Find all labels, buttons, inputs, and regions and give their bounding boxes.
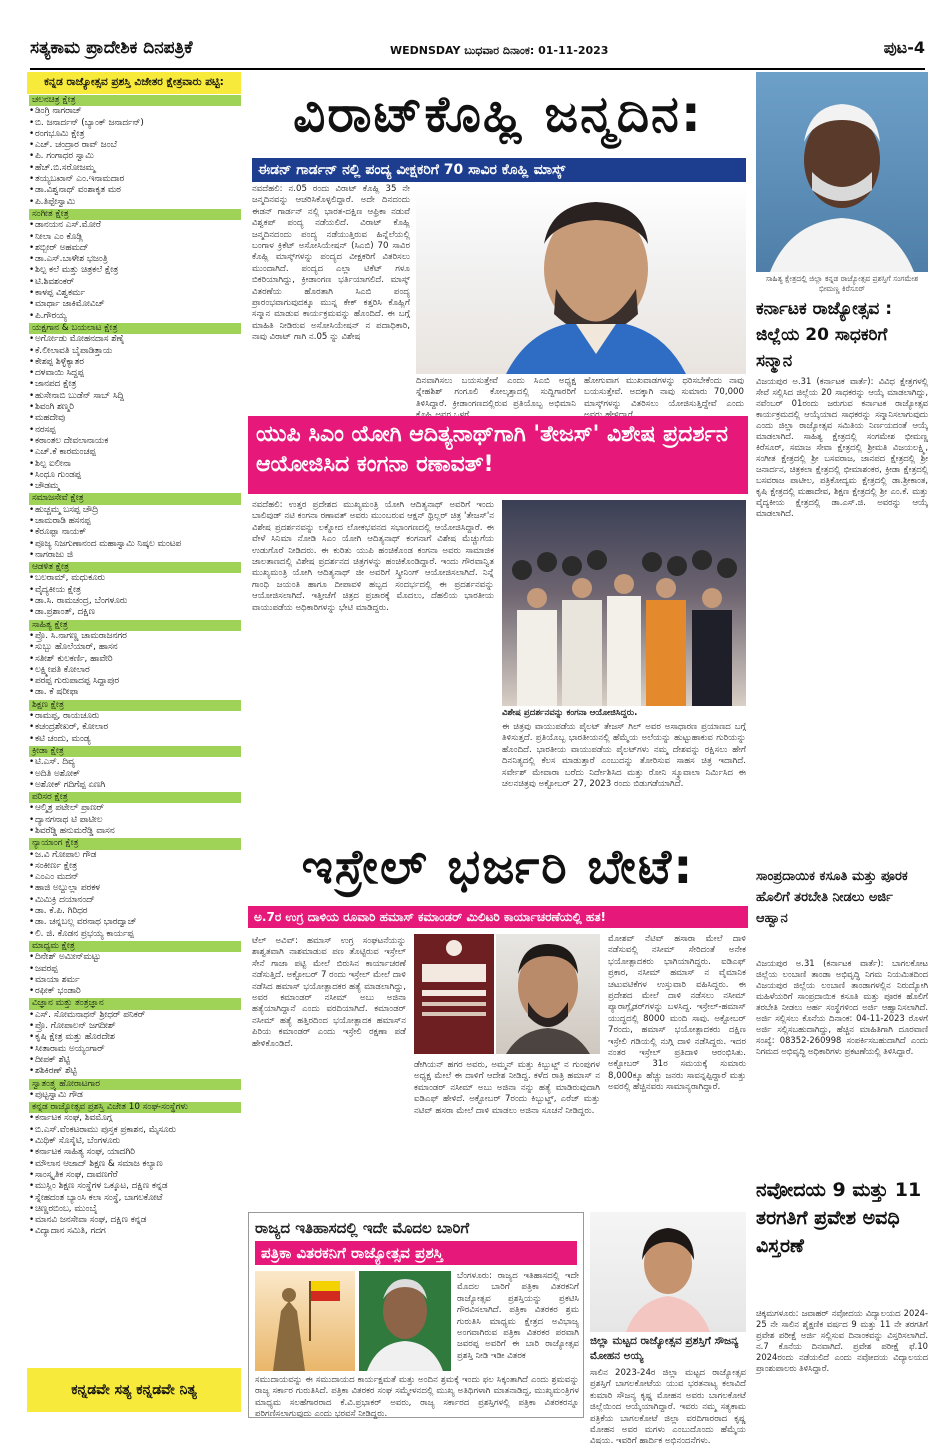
award-category: ಸಮಾಜಸೇವೆ ಕ್ಷೇತ್ರ bbox=[29, 493, 241, 504]
awardee-name: • ಜ.ವಿ ಗೋಪಾಲ ಗೌಡ bbox=[29, 850, 241, 861]
distributor-award-box bbox=[248, 1212, 584, 1418]
awardee-name: • ಸತೀಶ್ ಕುಲಕರ್ಣಿ, ಹಾವೇರಿ bbox=[29, 654, 241, 665]
awardee-name: • ಮಹದೇವು bbox=[29, 413, 241, 424]
awards-sidebar bbox=[27, 72, 241, 1412]
awardee-name: • ಕೃಷಿ ಕ್ಷೇತ್ರ ಮತ್ತು ಹೊರದೇಶ bbox=[29, 1032, 241, 1043]
awardee-name: • ಮಿಮಿಕ್ರಿ ದಯಾನಂದ್ bbox=[29, 895, 241, 906]
awardee-name: • ಪ್ರೊ. ಗೋಪಾಲನ್ ಜಗದೀಶ್ bbox=[29, 1021, 241, 1032]
story3-column-3: ಮೋಶವ್ ನೆಟಿವ್ ಹಸಾರಾ ಮೇಲೆ ದಾಳಿ ನಡೆಸುವಲ್ಲಿ ನಸೀಮ್ ಸೇರಿದಂತೆ ಅನೇಕ ಭಯೋತ್ಪಾದಕರು ಭಾಗಿಯಾಗಿದ್ದರು. ಐಡಿಎಫ್ ಪ್ರಕಾರ, ನಸೀಮ್ ಹಮಾಸ್ ನ ವೈಮಾನಿಕ ಚಟುವಟಿಕೆಗಳ ಉಸ್ತುವಾರಿ ವಹಿಸಿದ್ದರು. ಈ ಪ್ರದೇಶದ ಮೇಲೆ ದಾಳಿ ನಡೆಸಲು ನಸೀಮ್ ಪ್ಯಾರಾಗ್ಲೈಡರ್‌ಗಳನ್ನು ಬಳಸಿದ್ದ. ಇಸ್ರೇಲ್-ಹಮಾಸ್ ಯುದ್ಧದಲ್ಲಿ 8000 ಮಂದಿ ಸಾವು. ಅಕ್ಟೋಬರ್ 7ರಂದು, ಹಮಾಸ್ ಭಯೋತ್ಪಾದಕರು ದಕ್ಷಿಣ ಇಸ್ರೇಲಿ ಗಡಿಯಲ್ಲಿ ನುಗ್ಗಿ ದಾಳಿ ನಡೆಸಿದ್ದರು. ಇದರ ನಂತರ ಇಸ್ರೇಲ್ ಪ್ರತಿದಾಳಿ ಆರಂಭಿಸಿತು. ಅಕ್ಟೋಬರ್ 31ರ ಸಮಯಕ್ಕೆ ಸುಮಾರು 8,000ಕ್ಕೂ ಹೆಚ್ಚು ಜನರು ಸಾವನ್ನಪ್ಪಿದ್ದಾರೆ ಮತ್ತು ಅವರಲ್ಲಿ ಹೆಚ್ಚಿನವರು ಸಾಮಾನ್ಯರಾಗಿದ್ದಾರೆ. bbox=[608, 934, 746, 1093]
awardee-name: • ಅದಿತಿ ಅಶೋಕ್ bbox=[29, 769, 241, 780]
awardee-name: • ಶಿವಂಗಿ ಶಣ್ಮರಿ bbox=[29, 402, 241, 413]
story1-banner: ಈಡನ್ ಗಾರ್ಡನ್ ನಲ್ಲಿ ಪಂದ್ಯ ವೀಕ್ಷಕರಿಗೆ 70 ಸಾವಿರ ಕೊಹ್ಲಿ ಮಾಸ್ಕ್ bbox=[252, 158, 746, 182]
awardee-name: • ಅರ್ಗೋಡು ಮೋಹನದಾಸ ಶೆಣೈ bbox=[29, 334, 241, 345]
story1-column-1: ನವದೆಹಲಿ: ನ.05 ರಂದು ವಿರಾಟ್ ಕೊಹ್ಲಿ 35 ನೇ ಜನ್ಮದಿನವನ್ನು ಆಚರಿಸಿಕೊಳ್ಳಲಿದ್ದಾರೆ. ಅದೇ ದಿನದಂದು ಈಡನ್ ಗಾರ್ಡನ್ ನಲ್ಲಿ ಭಾರತ-ದಕ್ಷಿಣ ಆಫ್ರಿಕಾ ನಡುವೆ ವಿಶ್ವಕಪ್ ಪಂದ್ಯ ನಡೆಯಲಿದೆ. ವಿರಾಟ್ ಕೊಹ್ಲಿ ಜನ್ಮದಿನದಂದು ಪಂದ್ಯ ನಡೆಯುತ್ತಿರುವ ಹಿನ್ನೆಲೆಯಲ್ಲಿ ಬಂಗಾಳ ಕ್ರಿಕೆಟ್ ಅಸೋಸಿಯೇಷನ್ (ಸಿಎಬಿ) 70 ಸಾವಿರ ಕೊಹ್ಲಿ ಮಾಸ್ಕ್‌ಗಳನ್ನು ಪಂದ್ಯದ ವೀಕ್ಷಕರಿಗೆ ವಿತರಿಸಲು ಮುಂದಾಗಿದೆ. ಪಂದ್ಯದ ಎಲ್ಲಾ ಟಿಕೆಟ್ ಗಳೂ ಬಿಕರಿಯಾಗಿದ್ದು, ಕ್ರೀಡಾಂಗಣ ಭರ್ತಿಯಾಗಲಿದೆ. ಮಾಸ್ಕ್ ವಿತರಣೆಯ ಹೊರತಾಗಿ ಸಿಎಬಿ ಪಂದ್ಯ ಪ್ರಾರಂಭವಾಗುವುದಕ್ಕೂ ಮುನ್ನ ಕೇಕ್ ಕತ್ತರಿಸಿ ಕೊಹ್ಲಿಗೆ ಸನ್ಮಾನ ಮಾಡುವ ಕಾರ್ಯಕ್ರಮವನ್ನು ಹೊಂದಿದೆ. ಈ ಬಗ್ಗೆ ಮಾಹಿತಿ ನೀಡಿರುವ ಅಸೋಸಿಯೇಷನ್ ನ ಪದಾಧಿಕಾರಿ, ನಾವು ವಿರಾಟ್ ಗಾಗಿ ನ.05 ನ್ನು ವಿಶೇಷ bbox=[252, 184, 410, 343]
story2-column-1: ನವದೆಹಲಿ: ಉತ್ತರ ಪ್ರದೇಶದ ಮುಖ್ಯಮಂತ್ರಿ ಯೋಗಿ ಆದಿತ್ಯನಾಥ್ ಅವರಿಗೆ ಇಂದು ಬಾಲಿವುಡ್ ನಟಿ ಕಂಗನಾ ರಣಾವತ್ ಅವರು ಮುಂಬರುವ ಆಕ್ಷನ್ ಥ್ರಿಲ್ಲರ್ ಚಿತ್ರ 'ತೇಜಸ್'ನ ವಿಶೇಷ ಪ್ರದರ್ಶನವನ್ನು ಲಕ್ನೋದ ಲೋಕಭವನದ ಸಭಾಂಗಣದಲ್ಲಿ ಆಯೋಜಿಸಿದ್ದಾರೆ. ಈ ವೇಳೆ ಸಿನಿಮಾ ನೋಡಿ ಸಿಎಂ ಯೋಗಿ ಆದಿತ್ಯನಾಥ್ ಕಂಗನಾಗೆ ವಿಶೇಷ ಮೆಚ್ಚುಗೆಯ ಉಡುಗೊರೆ ನೀಡಿದರು. ಈ ಕುರಿತು ಯುಪಿ ಹಂಚಿಕೊಂಡ ಕಂಗನಾ ಅವರು ಸಾಮಾಜಿಕ ಜಾಲತಾಣದಲ್ಲಿ ವಿಶೇಷ ಪ್ರದರ್ಶನದ ಚಿತ್ರಗಳನ್ನು ಹಂಚಿಕೊಂಡಿದ್ದಾರೆ. ಇಂದು ಗೌರವಾನ್ವಿತ ಮುಖ್ಯಮಂತ್ರಿ ಯೋಗಿ ಆದಿತ್ಯನಾಥ್ ಜೀ ಅವರಿಗೆ ಸ್ಕ್ರೀನಿಂಗ್ ಆಯೋಜಿಸಲಾಗಿದೆ. ನಿನ್ನೆ ಗಾಂಧಿ ಜಯಂತಿ ಹಾಗೂ ದೀಪಾವಳಿ ಹಬ್ಬದ ಸಂದರ್ಭದಲ್ಲಿ ಈ ಪ್ರದರ್ಶನವನ್ನು ಆಯೋಜಿಸಲಾಗಿದೆ. ಇತ್ತೀಚೆಗೆ ಚಿತ್ರದ ಪ್ರಚಾರಕ್ಕೆ ಮೊದಲು, ದೆಹಲಿಯ ಭಾರತೀಯ ವಾಯುಪಡೆಯ ಅಧಿಕಾರಿಗಳನ್ನು ಭೇಟಿ ಮಾಡಿದ್ದರು. bbox=[252, 500, 494, 613]
soujanya-photo bbox=[590, 1212, 746, 1332]
award-category: ಪರಿಸರ ಕ್ಷೇತ್ರ bbox=[29, 792, 241, 803]
awardee-name: • ಕಟಿ ಚಂದು, ಮಂಡ್ಯ bbox=[29, 734, 241, 745]
awardee-name: • ಕೆರೂಪ್ಪಾ ನಾಯಕ್ bbox=[29, 527, 241, 538]
awardee-name: • ಪಿ.ತಿಪ್ಪೇಸ್ವಾಮಿ bbox=[29, 197, 241, 208]
sidebar-heading: ಕನ್ನಡ ರಾಜ್ಯೋತ್ಸವ ಪ್ರಶಸ್ತಿ ವಿಜೇತರ ಕ್ಷೇತ್ರವಾರು ಪಟ್ಟಿ: bbox=[27, 72, 241, 94]
awardee-name: • ಚಿಣ್ಣರಬಿಂಬ, ಮುಂಬೈ bbox=[29, 1204, 241, 1215]
awardee-name: • ತಯ್ಯಬಖಾನ್ ಎಂ.ಇನಾಮದಾರ bbox=[29, 174, 241, 185]
awardee-name: • ಶಿವರೆಡ್ಡಿ ಹನುಮರೆಡ್ಡಿ ವಾಸನ bbox=[29, 826, 241, 837]
newspaper-title: ಸತ್ಯಕಾಮ ಪ್ರಾದೇಶಿಕ ದಿನಪತ್ರಿಕೆ bbox=[30, 38, 193, 58]
masthead bbox=[10, 30, 935, 70]
awardee-name: • ಕಠಾಂತಲ ದೇವಲಾನಾಯಕ bbox=[29, 436, 241, 447]
awardee-name: • ಹುಸೇನಾಬಿ ಬುಡೆನ್ ಸಾಬ್ ಸಿದ್ದಿ bbox=[29, 391, 241, 402]
awardee-name: • ಹೆಚ್.ಬಿ.ಸರೋಜಮ್ಮ bbox=[29, 163, 241, 174]
awardee-name: • ಎಚ್.ಕೆ ಕಾರಮಂಚಪ್ಪ bbox=[29, 447, 241, 458]
sangamesh-photo bbox=[756, 72, 928, 272]
awardee-name: • ಕಚಂದ್ರಶೇಖರ್, ಕೋಲಾರ bbox=[29, 722, 241, 733]
date-line: WEDNSDAY ಬುಧವಾರ ದಿನಾಂಕ: 01-11-2023 bbox=[390, 44, 609, 57]
award-category: ಸ್ವಾತಂತ್ರ್ಯ ಹೋರಾಟಗಾರ bbox=[29, 1079, 241, 1090]
awardee-name: • ಹಾಜಿ ಅಬ್ದುಲ್ಲಾ ಪರಕಳ bbox=[29, 883, 241, 894]
awardee-name: • ನರಸಪ್ಪ bbox=[29, 425, 241, 436]
awardee-name: • ಅಶೋಕ್ ಗದಿಗೆಪ್ಪ ಏಣಗಿ bbox=[29, 780, 241, 791]
awardee-name: • ಕೇಶಪ್ಪ ಶಿಳ್ಳೆಕ್ಯಾತರ bbox=[29, 357, 241, 368]
awardee-name: • ಜಾನಪದ ಕ್ಷೇತ್ರ bbox=[29, 379, 241, 390]
awardee-name: • ಸ್ನೇಹದಂತ ಬ್ಯಾಂಸಿ ಕಲಾ ಸಂಸ್ಥೆ, ಬಾಗಲಕೋಟೆ bbox=[29, 1193, 241, 1204]
awardee-name: • ಕೆ.ಲೀಲಾವತಿ ಬೈಪಾಡಿತ್ತಾಯ bbox=[29, 346, 241, 357]
awardee-name: • ಪಿ.ಗೌರಯ್ಯ bbox=[29, 311, 241, 322]
story5-text: ಸಾಲಿನ 2023-24ರ ಜಿಲ್ಲಾ ಮಟ್ಟದ ರಾಜ್ಯೋತ್ಸವ ಪ್ರಶಸ್ತಿಗೆ ಬಾಗಲಕೋಟೆಯ ಯುವ ಭರತನಾಟ್ಯ ಕಲಾವಿದೆ ಕುಮಾರಿ ಸೌಜನ್ಯ ಕೃಷ್ಣ ಮೋಹನ ಅವರು ಬಾಗಲಕೋಟೆ ಜಿಲ್ಲೆಯಿಂದ ಆಯ್ಕೆಯಾಗಿದ್ದಾರೆ. ಇವರು ನಮ್ಮ ಸತ್ಯಕಾಮ ಪತ್ರಿಕೆಯ ಬಾಗಲಕೋಟೆ ಜಿಲ್ಲಾ ವರದಿಗಾರರಾದ ಕೃಷ್ಣ ಮೋಹನ ಅವರ ಮಗಳು ಎಂಬುದೊಂದು ಹೆಮ್ಮೆಯ ವಿಷಯ. ಇವರಿಗೆ ಹಾರ್ದಿಕ ಅಭಿನಂದನೆಗಳು. bbox=[590, 1368, 746, 1447]
awardee-name: • ಸೀತಾರಾಮ ಅಯ್ಯಂಗಾರ್ bbox=[29, 1044, 241, 1055]
awardee-name: • ಡಿಂಗ್ರಿ ನಾಗರಾಜ್ bbox=[29, 106, 241, 117]
awardee-name: • ಡಾ.ಪ್ರಶಾಂತ್, ದಕ್ಷಿಣ bbox=[29, 607, 241, 618]
page-number: ಪುಟ-4 bbox=[883, 38, 925, 57]
award-category: ಸಾಹಿತ್ಯ ಕ್ಷೇತ್ರ bbox=[29, 620, 241, 631]
awardee-name: • ಲಕ್ಷ್ಮೀಪತಿ ಕೋಲಾರ bbox=[29, 665, 241, 676]
story1-headline: ವಿರಾಟ್‌ಕೊಹ್ಲಿ ಜನ್ಮದಿನ: bbox=[293, 85, 703, 143]
awardee-name: • ಎಸ್. ಸೋಮನಾಥನ್ ಶ್ರೀಧರ್ ಪನಿಕರ್ bbox=[29, 1010, 241, 1021]
award-category: ವಿಜ್ಞಾನ ಮತ್ತು ತಂತ್ರಜ್ಞಾನ bbox=[29, 998, 241, 1009]
awardee-name: • ಆಲ್ಮಿತ್ರ ಪಟೇಲ್ ಪ್ರಾಣರ್ bbox=[29, 803, 241, 814]
awardee-name: • ಡಾ. ಕೆ ಷರೀಫಾ bbox=[29, 687, 241, 698]
awardee-name: • ಸಂಕೀರ್ಣ ಕ್ಷೇತ್ರ bbox=[29, 861, 241, 872]
awardee-name: • ನಾಗರಾಜು ಜಿ bbox=[29, 550, 241, 561]
hamas-poster-photo bbox=[414, 934, 494, 1054]
story3-column-1: ಟೆಲ್ ಅವಿವ್: ಹಮಾಸ್ ಉಗ್ರ ಸಂಘಟನೆಯನ್ನು ಶಾಶ್ವತವಾಗಿ ನಾಶಮಾಡುವ ಪಣ ತೊಟ್ಟಿರುವ ಇಸ್ರೇಲ್ ಸೇನೆ ಗಾಜಾ ಪಟ್ಟಿ ಮೇಲೆ ಬಿರುಸಿನ ಕಾರ್ಯಾಚರಣೆ ನಡೆಸುತ್ತಿದೆ. ಅಕ್ಟೋಬರ್ 7 ರಂದು ಇಸ್ರೇಲ್ ಮೇಲೆ ದಾಳಿ ನಡೆಸಿದ ಹಮಾಸ್ ಭಯೋತ್ಪಾದಕರ ಹತ್ಯೆ ಮಾಡಲಾಗಿದ್ದು, ಅವರ ಕಮಾಂಡರ್ ನಸೀಮ್ ಅಬು ಅಜಿನಾ ಹತ್ಯೆಯಾಗಿದ್ದಾನೆ ಎಂದು ವರದಿಯಾಗಿದೆ. ಕಮಾಂಡರ್ ನಸೀಮ್ ಹತ್ಯೆ ಹತ್ತಿರದಿಂದ ಭಯೋತ್ಪಾದಕ ಹಮಾಸ್‌ನ ಪಿರಿಯ ಕಮಾಂಡರ್ ಎಂದು ಇಸ್ರೇಲಿ ರಕ್ಷಣಾ ಪಡೆ ಹೇಳಿಕೊಂಡಿದೆ. bbox=[252, 936, 406, 1049]
awardee-name: • ಪಿ. ಗಂಗಾಧರ ಸ್ವಾಮಿ bbox=[29, 151, 241, 162]
awardee-name: • ಚಾಮರಾಡಿ ಹಸನಪ್ಪ bbox=[29, 516, 241, 527]
virat-kohli-photo bbox=[416, 184, 746, 374]
awardee-name: • ಶಶಿಕಿರಣ್ ಶೆಟ್ಟಿ bbox=[29, 1066, 241, 1077]
awardee-name: • ರಫೀಕ್ ಭಂಡಾರಿ bbox=[29, 986, 241, 997]
awardee-name: • ರಾಮಪ್ಪ, ರಾಯಚೂರು bbox=[29, 711, 241, 722]
awardee-name: • ಪರಪ್ಪ ಗುರುಪಾದಪ್ಪ ಸಿದ್ದಾಪುರ bbox=[29, 676, 241, 687]
awardee-name: • ಚೌಡಮ್ಮ bbox=[29, 481, 241, 492]
awardee-name: • ಮಾನವಿ ಜನಸೇವಾ ಸಂಘ, ದಕ್ಷಿಣ ಕನ್ನಡ bbox=[29, 1215, 241, 1226]
award-category: ಚಲನಚಿತ್ರ ಕ್ಷೇತ್ರ bbox=[29, 95, 241, 106]
awardee-name: • ವೈದ್ಯಕೀಯ ಕ್ಷೇತ್ರ bbox=[29, 585, 241, 596]
awardee-name: • ಎಂಎಂ ಮದನ್ bbox=[29, 872, 241, 883]
awardee-name: • ಸಾಂಸ್ಕೃತಿಕ ಸಂಘ, ದಾವಣಗೆರೆ bbox=[29, 1170, 241, 1181]
navodaya-headline: ನವೋದಯ 9 ಮತ್ತು 11 ತರಗತಿಗೆ ಪ್ರವೇಶ ಅವಧಿ ವಿಸ್ತರಣೆ bbox=[756, 1179, 922, 1257]
awardee-name: • ಸುಬ್ಬು ಹೊಲೆಯಾರ್, ಹಾಸನ bbox=[29, 642, 241, 653]
main-column bbox=[248, 72, 748, 1447]
awardee-name: • ವಿದ್ಯಾದಾನ ಸಮಿತಿ, ಗದಗ bbox=[29, 1226, 241, 1237]
award-category: ಕ್ರೀಡಾ ಕ್ಷೇತ್ರ bbox=[29, 746, 241, 757]
awardee-name: • ಮಿಥಿಕ್ ಸೊಸೈಟಿ, ಬೆಂಗಳೂರು bbox=[29, 1136, 241, 1147]
story4-right-text: ಬೆಂಗಳೂರು: ರಾಜ್ಯದ ಇತಿಹಾಸದಲ್ಲಿ ಇದೇ ಮೊದಲ ಬಾರಿಗೆ ಪತ್ರಿಕಾ ವಿತರಕನಿಗೆ ರಾಜ್ಯೋತ್ಸವ ಪ್ರಶಸ್ತಿಯನ್ನು ಪ್ರಕಟಿಸಿ ಗೌರವಿಸಲಾಗಿದೆ. ಪತ್ರಿಕಾ ವಿತರಕರ ಶ್ರಮ ಗುರುತಿಸಿ ಮಾಧ್ಯಮ ಕ್ಷೇತ್ರದ ಅವಿಭಾಜ್ಯ ಅಂಗವಾಗಿರುವ ಪತ್ರಿಕಾ ವಿತರಕರ ಪರವಾಗಿ ಜವರಪ್ಪ ಅವರಿಗೆ ಈ ಬಾರಿ ರಾಜ್ಯೋತ್ಸವ ಪ್ರಶಸ್ತಿ ನೀಡಿ ಇಡೀ ವಿತರಕ bbox=[457, 1271, 579, 1361]
awardee-list bbox=[27, 95, 241, 1238]
karnataka-flag-statue-graphic bbox=[255, 1271, 355, 1371]
awardee-name: • ದಿನೇಶ್ ಅಮೀನ್‌ಮಟ್ಟು bbox=[29, 952, 241, 963]
story4-headline-line2: ಪತ್ರಿಕಾ ವಿತರಕನಿಗೆ ರಾಜ್ಯೋತ್ಸವ ಪ್ರಶಸ್ತಿ bbox=[255, 1241, 577, 1265]
award-category: ಮಾಧ್ಯಮ ಕ್ಷೇತ್ರ bbox=[29, 941, 241, 952]
hamas-commander-photo bbox=[496, 934, 600, 1054]
awardee-name: • ಡಾನಯನ ಎಸ್.ಮೋರೆ bbox=[29, 220, 241, 231]
awardee-name: • ಶಿಲ್ಪ ಕಲೆ ಮತ್ತು ಚಿತ್ರಕಲೆ ಕ್ಷೇತ್ರ bbox=[29, 265, 241, 276]
awardee-name: • ಡಾ.ಎಸ್.ಬಾಳೇಶ ಭಜಂತ್ರಿ bbox=[29, 254, 241, 265]
awardee-name: • ಸಿಂಧೂ ಗುಂಡಪ್ಪ bbox=[29, 470, 241, 481]
awardee-name: • ಮಾರ್ಥಾ ಜಾಕಿಮೋವಿಚ್ bbox=[29, 299, 241, 310]
awardee-name: • ಬಲರಾಮ್, ಮಧುಕೂರು bbox=[29, 573, 241, 584]
awardee-name: • ಕಾಳಪ್ಪ ವಿಶ್ವಕರ್ಮ bbox=[29, 288, 241, 299]
story1-column-3: ಹೋಗುವಾಗ ಮುಖವಾಡಗಳನ್ನು ಧರಿಸಬೇಕೆಂದು ನಾವು ಬಯಸುತ್ತೇವೆ. ಅದಕ್ಕಾಗಿ ನಾವು ಸುಮಾರು 70,000 ಮಾಸ್ಕ್‌ಗಳನ್ನು ವಿತರಿಸಲು ಯೋಜಿಸುತ್ತಿದ್ದೇವೆ ಎಂದು bbox=[584, 376, 744, 409]
awardee-name: • ದ್ಯಾನಗನಾಥ ಟಿ ಪಾಟೀಲ bbox=[29, 815, 241, 826]
award-category: ಕನ್ನಡ ರಾಜ್ಯೋತ್ಸವ ಪ್ರಶಸ್ತಿ ವಿಜೇತ 10 ಸಂಘ-ಸಂಸ್ಥೆಗಳು bbox=[29, 1102, 241, 1113]
awardee-name: • ಟಿ.ಶಿವಶಂಕರ್ bbox=[29, 277, 241, 288]
awardee-name: • ಮಾಯಾ ಶರ್ಮ bbox=[29, 975, 241, 986]
kangana-screening-photo bbox=[502, 500, 746, 706]
story3-headline: ಇಸ್ರೇಲ್ ಭರ್ಜರಿ ಬೇಟೆ: bbox=[301, 839, 695, 895]
award-news-headline: ಕರ್ನಾಟಕ ರಾಜ್ಯೋತ್ಸವ : ಜಿಲ್ಲೆಯ 20 ಸಾಧಕರಿಗೆ ಸನ್ಮಾನ bbox=[756, 299, 893, 371]
masthead-rule bbox=[30, 68, 925, 70]
awardee-name: • ರಂಗಭೂಮಿ ಕ್ಷೇತ್ರ bbox=[29, 129, 241, 140]
award-category: ನ್ಯಾಯಾಂಗ ಕ್ಷೇತ್ರ bbox=[29, 838, 241, 849]
awardee-name: • ಡಾ.ವಿಶ್ವನಾಥ್ ವಂಶಾಕೃತ ಮಠ bbox=[29, 185, 241, 196]
awardee-name: • ಶಬ್ಬೀರ್ ಅಹಮದ್ bbox=[29, 243, 241, 254]
sidebar-footer-slogan: ಕನ್ನಡವೇ ಸತ್ಯ ಕನ್ನಡವೇ ನಿತ್ಯ bbox=[27, 1368, 241, 1412]
right-column bbox=[752, 72, 932, 1418]
awardee-name: • ಪುಟ್ಟಸ್ವಾಮಿ ಗೌಡ bbox=[29, 1090, 241, 1101]
right-photo-caption: ಸಾಹಿತ್ಯ ಕ್ಷೇತ್ರದಲ್ಲಿ ಜಿಲ್ಲಾ ಕನ್ನಡ ರಾಜ್ಯೋತ್ಸವ ಪ್ರಶಸ್ತಿಗೆ ಸಂಗಮೇಶ ಭೀಮಣ್ಣ ಕಿರೆಸೂರ್ bbox=[765, 274, 919, 293]
award-category: ಯಕ್ಷಗಾನ & ಬಯಲಾಟ ಕ್ಷೇತ್ರ bbox=[29, 323, 241, 334]
awardee-name: • ನೀಲಾ ಎಂ ಕೊಡ್ಲಿ bbox=[29, 232, 241, 243]
award-category: ಶಿಕ್ಷಣ ಕ್ಷೇತ್ರ bbox=[29, 700, 241, 711]
jawarappa-photo bbox=[359, 1271, 451, 1371]
awardee-name: • ಬಿ. ಜನಾರ್ದನ್ (ಬ್ಯಾಂಕ್ ಜನಾರ್ದನ್) bbox=[29, 118, 241, 129]
awardee-name: • ಕರ್ನಾಟಕ ಸಂಘ, ಶಿವಮೊಗ್ಗ bbox=[29, 1113, 241, 1124]
awardee-name: • ಡಾ. ಚನ್ನಬಲ್ಲ ವರನಾಥ ಭಾರದ್ವಾಜ್ bbox=[29, 917, 241, 928]
story3-banner: ಅ.7ರ ಉಗ್ರ ದಾಳಿಯ ರೂವಾರಿ ಹಮಾಸ್ ಕಮಾಂಡರ್ ಮಿಲಿಟರಿ ಕಾರ್ಯಾಚರಣೆಯಲ್ಲಿ ಹತ! bbox=[248, 906, 748, 928]
story1-column-2: ದಿನವಾಗಿಸಲು ಬಯಸುತ್ತೇವೆ ಎಂದು ಸಿಎಬಿ ಅಧ್ಯಕ್ಷ ಸ್ನೇಹಶಿಶ್ ಗಂಗೂಲಿ ಕೋಲ್ಕತ್ತಾದಲ್ಲಿ ಸುದ್ದಿಗಾರರಿಗೆ ತಿಳಿಸಿದ್ದಾರೆ. ಕ್ರೀಡಾಂಗಣದಲ್ಲಿರುವ ಪ್ರತಿಯೊಬ್ಬ ಅಭಿಮಾನಿ bbox=[416, 376, 576, 409]
training-text: ವಿಜಯಪುರ ಅ.31 (ಕರ್ನಾಟಕ ವಾರ್ತೆ): ಬಾಗಲಕೋಟ ಜಿಲ್ಲೆಯ ಲಂಬಾಣಿ ತಾಂಡಾ ಅಭಿವೃದ್ಧಿ ನಿಗಮ ನಿಯಮಿತದಿಂದ ವಿಜಯಪುರ ಜಿಲ್ಲೆಯ ಲಂಬಾಣಿ ತಾಂಡಾಗಳಲ್ಲಿನ ನಿರುದ್ಯೋಗಿ ಮಹಿಳೆಯರಿಗೆ ಸಾಂಪ್ರದಾಯಿಕ ಕಸೂತಿ ಮತ್ತು ಪೂರಕ ಹೊಲಿಗೆ ತರಬೇತಿ ನೀಡಲು ಅರ್ಹ ಸಂಸ್ಥೆಗಳಿಂದ ಅರ್ಜಿ ಆಹ್ವಾನಿಸಲಾಗಿದೆ. ಅರ್ಜಿ ಸಲ್ಲಿಸಲು ಕೊನೆಯ ದಿನಾಂಕ: 04-11-2023 ರೊಳಗೆ ಅರ್ಜಿ ಸಲ್ಲಿಸಬಹುದಾಗಿದ್ದು, ಹೆಚ್ಚಿನ ಮಾಹಿತಿಗಾಗಿ ದೂರವಾಣಿ ಸಂಖ್ಯೆ: 08352-260998 ಸಂಪರ್ಕಿಸಬಹುದಾಗಿದೆ ಎಂದು ನಿಗಮದ ಅಭಿವೃದ್ಧಿ ಅಧಿಕಾರಿಗಳು ಪ್ರಕಟಣೆಯಲ್ಲಿ ತಿಳಿಸಿದ್ದಾರೆ. bbox=[756, 958, 928, 1056]
awardee-name: • ಪೂಜ್ಯ ನಿಜಗುಣಾನಂದ ಮಹಾಸ್ವಾಮಿ ನಿಷ್ಕಲ ಮಂಟಪ bbox=[29, 539, 241, 550]
awardee-name: • ಹುಚ್ಚಮ್ಮ ಬಸಪ್ಪ ಚೌದ್ರಿ bbox=[29, 505, 241, 516]
awardee-name: • ಡಾ.ಸಿ. ರಾಮಚಂದ್ರ, ಬೆಂಗಳೂರು bbox=[29, 596, 241, 607]
awardee-name: • ಮುಸ್ಲಿಂ ಶಿಕ್ಷಣ ಸಂಸ್ಥೆಗಳ ಒಕ್ಕೂಟ, ದಕ್ಷಿಣ ಕನ್ನಡ bbox=[29, 1181, 241, 1192]
story4-bottom-text: ಸಮುದಾಯವನ್ನು ಈ ಸಮುದಾಯದ ಕಾರ್ಯಕ್ಷಮತೆ ಮತ್ತು ಅಂದಿನ ಶ್ರಮಕ್ಕೆ ಇಂದು ಫಲ ಸಿಕ್ಕಂತಾಗಿದೆ ಎಂದು ಶ್ರಮವನ್ನು ರಾಜ್ಯ ಸರ್ಕಾರ ಗುರುತಿಸಿದೆ. ಪತ್ರಿಕಾ ವಿತರಕರ ಸಂಘ ಸಮ್ಮೇಳನದಲ್ಲಿ ಮುಖ್ಯ ಅತಿಥಿಗಳಾಗಿ ಮಾತನಾಡಿದ್ದ, ಮುಖ್ಯಮಂತ್ರಿಗಳ ಮಾಧ್ಯಮ ಸಲಹೆಗಾರರಾದ ಕೆ.ವಿ.ಪ್ರಭಾಕರ್ ಅವರು, ರಾಜ್ಯ ಸರ್ಕಾರದ ಪ್ರಶಸ್ತಿಗಳಲ್ಲಿ ಪತ್ರಿಕಾ ವಿತರಕರನ್ನೂ ಪರಿಗಣಿಸಲಾಗುವುದು ಎಂದು ಭರವಸೆ ನೀಡಿದ್ದರು. bbox=[255, 1375, 579, 1420]
award-news-text: ವಿಜಯಪುರ ಅ.31 (ಕರ್ನಾಟಕ ವಾರ್ತೆ): ವಿವಿಧ ಕ್ಷೇತ್ರಗಳಲ್ಲಿ ಸೇವೆ ಸಲ್ಲಿಸಿದ ಜಿಲ್ಲೆಯ 20 ಸಾಧಕರನ್ನು ಆಯ್ಕೆ ಮಾಡಲಾಗಿದ್ದು, ನವೆಂಬರ್ 01ರಂದು ಜರುಗುವ ಕರ್ನಾಟಕ ರಾಜ್ಯೋತ್ಸವ ಕಾರ್ಯಕ್ರಮದಲ್ಲಿ ಆಯ್ಕೆಯಾದ ಸಾಧಕರನ್ನು ಸನ್ಮಾನಿಸಲಾಗುವುದು ಎಂದು ಜಿಲ್ಲಾ ರಾಜ್ಯೋತ್ಸವ ಸಮಿತಿಯ ನಿರ್ಣಯದಂತೆ ಆಯ್ಕೆ ಮಾಡಲಾಗಿದೆ. ಸಾಹಿತ್ಯ ಕ್ಷೇತ್ರದಲ್ಲಿ ಸಂಗಮೇಶ ಭೀಮಣ್ಣ ಕಿರೆಸೂರ್, ಸಮಾಜ ಸೇವಾ ಕ್ಷೇತ್ರದಲ್ಲಿ ಶ್ರೀಮತಿ ವಿಜಯಲಕ್ಷ್ಮಿ, ಸಂಗೀತ ಕ್ಷೇತ್ರದಲ್ಲಿ ಶ್ರೀ ಬಸವರಾಜ, ಜಾನಪದ ಕ್ಷೇತ್ರದಲ್ಲಿ ಶ್ರೀ ಜನಾರ್ದನ, ಚಿತ್ರಕಲಾ ಕ್ಷೇತ್ರದಲ್ಲಿ ಭೀಮಾಶಂಕರ, ಕ್ರೀಡಾ ಕ್ಷೇತ್ರದಲ್ಲಿ ಬಸವರಾಜ ಪಾಟೀಲ, ಪತ್ರಿಕೋದ್ಯಮ ಕ್ಷೇತ್ರದಲ್ಲಿ ಡಾ.ಶ್ರೀಕಾಂತ, ಕೃಷಿ ಕ್ಷೇತ್ರದಲ್ಲಿ ಮಹಾದೇವ, ಶಿಕ್ಷಣ ಕ್ಷೇತ್ರದಲ್ಲಿ ಶ್ರೀ ಎಂ.ಕೆ. ಮತ್ತು ವೈದ್ಯಕೀಯ ಕ್ಷೇತ್ರದಲ್ಲಿ ಡಾ.ಎಸ್.ಜಿ. ಅವರನ್ನು ಆಯ್ಕೆ ಮಾಡಲಾಗಿದೆ. bbox=[756, 376, 928, 518]
awardee-name: • ಕರ್ನಾಟಕ ಸಾಹಿತ್ಯ ಸಂಘ, ಯಾದಗಿರಿ bbox=[29, 1147, 241, 1158]
awardee-name: • ದೀಪಕ್ ಶೆಟ್ಟಿ bbox=[29, 1055, 241, 1066]
story2-column-2: ಈ ಚಿತ್ರವು ವಾಯುಪಡೆಯ ಪೈಲಟ್ ತೇಜಸ್ ಗಿಲ್ ಅವರ ಅಸಾಧಾರಣ ಪ್ರಯಾಣದ ಬಗ್ಗೆ ತಿಳಿಸುತ್ತದೆ. ಪ್ರತಿಯೊಬ್ಬ ಭಾರತೀಯನಲ್ಲಿ ಹೆಮ್ಮೆಯ ಅಲೆಯನ್ನು ಹುಟ್ಟುಹಾಕುವ ಗುರಿಯನ್ನು ಹೊಂದಿದೆ. ಭಾರತೀಯ ವಾಯುಪಡೆಯ ಪೈಲಟ್‌ಗಳು ನಮ್ಮ ದೇಶವನ್ನು ರಕ್ಷಿಸಲು ಹೇಗೆ ದಿನನಿತ್ಯದಲ್ಲಿ ಕೆಲಸ ಮಾಡುತ್ತಾರೆ ಎಂಬುದನ್ನು ತೋರಿಸುವ ಸಾಹಸ ಚಿತ್ರ ಇದಾಗಿದೆ. ಸರ್ವೇಶ್ ಮೇವಾರಾ ಬರೆದು ನಿರ್ದೇಶಿಸಿದ ಮತ್ತು ರೋನಿ ಸ್ಕ್ರೂವಾಲಾ ನಿರ್ಮಿಸಿದ ಈ ಚಲನಚಿತ್ರವು ಅಕ್ಟೋಬರ್ 27, 2023 ರಂದು ಬಿಡುಗಡೆಯಾಗಿದೆ. bbox=[502, 722, 746, 790]
awardee-name: • ಪ್ರೊ. ಸಿ.ನಾಗಣ್ಣ ಚಾಮರಾಜನಗರ bbox=[29, 631, 241, 642]
story5-headline: ಜಿಲ್ಲಾ ಮಟ್ಟದ ರಾಜ್ಯೋತ್ಸವ ಪ್ರಶಸ್ತಿಗೆ ಸೌಜನ್ಯ ಮೋಹನ ಅಯ್ಯ bbox=[590, 1335, 739, 1362]
award-category: ಆಡಳಿತ ಕ್ಷೇತ್ರ bbox=[29, 562, 241, 573]
awardee-name: • ಜವರಪ್ಪ bbox=[29, 964, 241, 975]
awardee-name: • ಬಿ.ಎಸ್.ವೆಂಕಟರಾಮು ಪುಸ್ತಕ ಪ್ರಕಾಶನ, ಮೈಸೂರು bbox=[29, 1125, 241, 1136]
awardee-name: • ಮೌಲಾನ ಆಜಾದ್ ಶಿಕ್ಷಣ & ಸಮಾಜ ಕಲ್ಯಾಣ bbox=[29, 1159, 241, 1170]
awardee-name: • ಎಚ್. ಚಂದ್ರಾರ ರಾವ್ ಜಂಬೆ bbox=[29, 140, 241, 151]
awardee-name: • ಲಿ. ಜಿ. ಕೊಡನ ಪ್ರಭಯ್ಯ ಕಾರ್ಯಪ್ಪ bbox=[29, 929, 241, 940]
story4-headline-line1: ರಾಜ್ಯದ ಇತಿಹಾಸದಲ್ಲಿ ಇದೇ ಮೊದಲ ಬಾರಿಗೆ bbox=[255, 1219, 470, 1237]
training-headline: ಸಾಂಪ್ರದಾಯಿಕ ಕಸೂತಿ ಮತ್ತು ಪೂರಕ ಹೊಲಿಗೆ ತರಬೇತಿ ನೀಡಲು ಅರ್ಜಿ ಆಹ್ವಾನ bbox=[756, 869, 908, 926]
navodaya-text: ಚಿಕ್ಕಮಗಳೂರು: ಜವಾಹರ್ ನವೋದಯ ವಿದ್ಯಾಲಯದ 2024-25 ನೇ ಸಾಲಿನ ಶೈಕ್ಷಣಿಕ ವರ್ಷದ 9 ಮತ್ತು 11 ನೇ ತರಗತಿಗೆ ಪ್ರವೇಶ ಪರೀಕ್ಷೆ ಅರ್ಜಿ ಸಲ್ಲಿಸುವ ದಿನಾಂಕವನ್ನು ವಿಸ್ತರಿಸಲಾಗಿದೆ. ನ.7 ಕೊನೆಯ ದಿನವಾಗಿದೆ. ಪ್ರವೇಶ ಪರೀಕ್ಷೆ ಫೆ.10 2024ರಂದು ನಡೆಯಲಿದೆ ಎಂದು ನವೋದಯ ವಿದ್ಯಾಲಯದ ಪ್ರಾಂಶುಪಾಲರು ತಿಳಿಸಿದ್ದಾರೆ. bbox=[756, 1308, 928, 1373]
award-category: ಸಂಗೀತ ಕ್ಷೇತ್ರ bbox=[29, 209, 241, 220]
awardee-name: • ಡಾ. ಕೆ.ಪಿ. ಗಿರಿಧರ bbox=[29, 906, 241, 917]
awardee-name: • ಟಿ.ಎಸ್. ದಿವ್ಯ bbox=[29, 757, 241, 768]
story2-photo-caption: ವಿಶೇಷ ಪ್ರದರ್ಶನವನ್ನು ಕಂಗನಾ ಆಯೋಜಿಸಿದ್ದರು. bbox=[502, 708, 638, 718]
awardee-name: • ಶಿಲ್ಪ ಐಲೀನಾ bbox=[29, 459, 241, 470]
story2-headline: ಯುಪಿ ಸಿಎಂ ಯೋಗಿ ಆದಿತ್ಯನಾಥ್‌ಗಾಗಿ 'ತೇಜಸ್' ವಿಶೇಷ ಪ್ರದರ್ಶನ ಆಯೋಜಿಸಿದ ಕಂಗನಾ ರಣಾವತ್! bbox=[248, 416, 748, 494]
awardee-name: • ದಳವಾಯಿ ಸಿದ್ದಪ್ಪ bbox=[29, 368, 241, 379]
story3-column-2: ಡೇಗಿಯನ್ ಹಗರ ಅವರು, ಅಮ್ಮನ್ ಮತ್ತು ಕಿಬ್ಬುಟ್ಜ್ ನ ಗುಂಪುಗಳ ಅಧ್ಯಕ್ಷ ಮೇಲೆ ಈ ದಾಳಿಗೆ ಆದೇಶ ನೀಡಿದ್ದ. ಕಳೆದ ರಾತ್ರಿ ಹಮಾಸ್ ನ ಕಮಾಂಡರ್ ನಸೀಮ್ ಅಬು ಅಜಿನಾ ನನ್ನು ಹತ್ಯೆ ಮಾಡಿರುವುದಾಗಿ ಐಡಿಎಫ್ ಹೇಳಿದೆ. ಅಕ್ಟೋಬರ್ 7ರಂದು ಕಿಬ್ಬುಟ್ಜ್, ಎರೆಜ್ ಮತ್ತು ನಟಿವ್ ಹಸರಾ ಮೇಲೆ ದಾಳಿ ಮಾಡಲು ಅಜಿನಾ ಸೂಚನೆ ನೀಡಿದ್ದರು. bbox=[414, 1060, 600, 1116]
